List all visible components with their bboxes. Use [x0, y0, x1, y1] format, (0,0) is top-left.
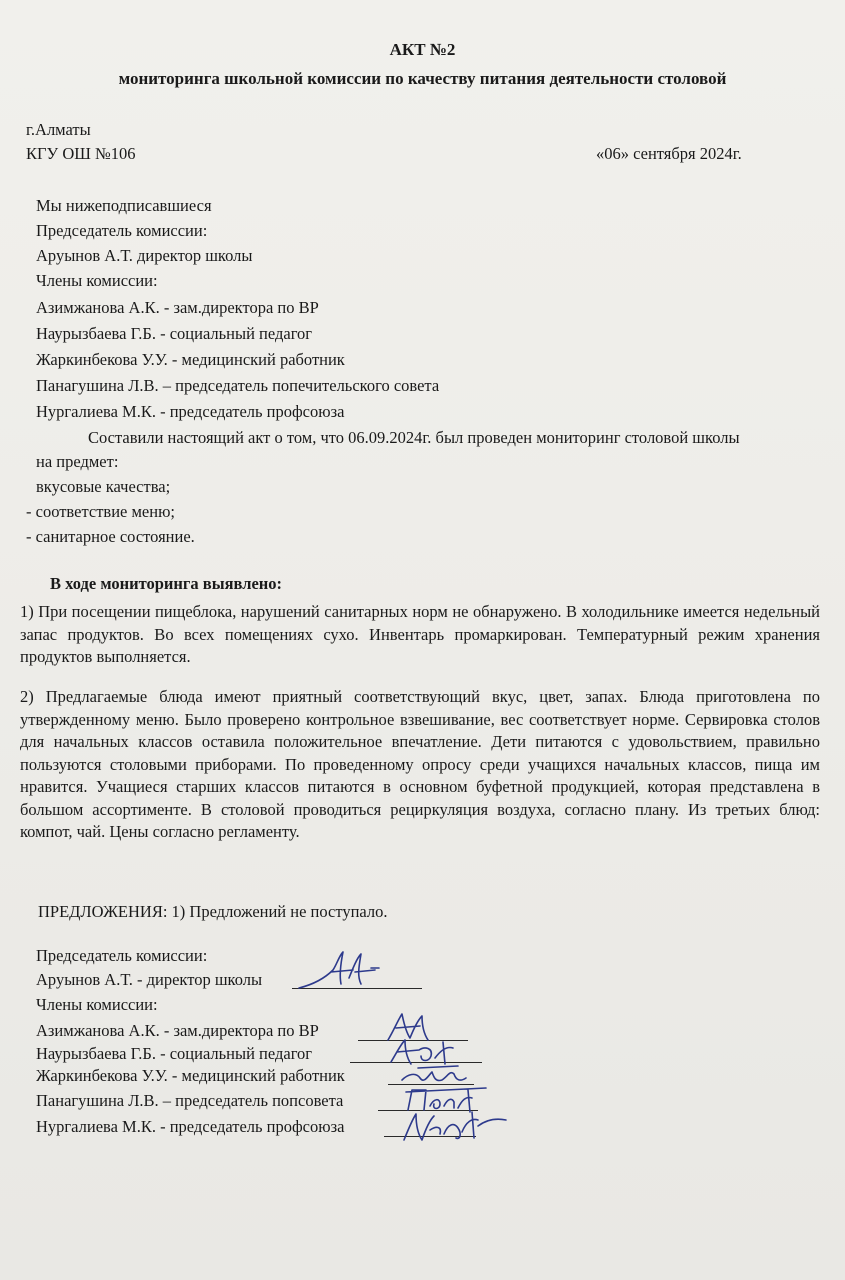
finding-item-2: 2) Предлагаемые блюда имеют приятный соответствующий вкус, цвет, запах. Блюда приготовлена по утвержденному меню. Было проверено контрольное взвешивание, вес соответствует норме. Сервировка столов для начальных классов оставила положительное впечатление. Дети питаются с удовольствием, правильно пользуются столовыми приборами. По проведенному опросу среди учащихся начальных классов, пища им нравится. Учащиеся старших классов питаются в основном буфетной продукцией, которая представлена в большом ассортименте. В столовой проводиться рециркуляция воздуха, согласно плану. Из третьих блюд: компот, чай. Цены согласно регламенту. — [20, 687, 820, 841]
sign-chair-label: Председатель комиссии: — [36, 946, 208, 965]
intro-member: Панагушина Л.В. – председатель попечительского совета — [36, 376, 440, 395]
sign-member: Наурызбаева Г.Б. - социальный педагог — [36, 1044, 313, 1063]
intro-lead: Мы нижеподписавшиеся — [36, 196, 212, 215]
city: г.Алматы — [26, 120, 91, 139]
act-subtitle: мониторинга школьной комиссии по качеству питания деятельности столовой — [118, 69, 727, 88]
subject-item: вкусовые качества; — [36, 477, 171, 496]
act-title: АКТ №2 — [389, 40, 456, 59]
signature-chair-image — [295, 948, 385, 994]
finding-item-1: 1) При посещении пищеблока, нарушений санитарных норм не обнаружено. В холодильнике имеется недельный запас продуктов. Во всех помещениях сухо. Инвентарь промаркирован. Температурный режим хранения продуктов выполняется. — [20, 602, 820, 666]
statement-line: на предмет: — [36, 452, 119, 471]
sign-member: Нургалиева М.К. - председатель профсоюза — [36, 1117, 345, 1136]
sign-member: Азимжанова А.К. - зам.директора по ВР — [36, 1021, 319, 1040]
intro-members-label: Члены комиссии: — [36, 271, 158, 290]
intro-member: Азимжанова А.К. - зам.директора по ВР — [36, 298, 319, 317]
school-name: КГУ ОШ №106 — [26, 144, 136, 163]
proposals: ПРЕДЛОЖЕНИЯ: 1) Предложений не поступало. — [38, 902, 388, 921]
act-date: «06» сентября 2024г. — [596, 144, 742, 163]
subject-item: - соответствие меню; — [26, 502, 175, 521]
intro-chair: Аруынов А.Т. директор школы — [36, 246, 253, 265]
intro-member: Наурызбаева Г.Б. - социальный педагог — [36, 324, 313, 343]
intro-chair-label: Председатель комиссии: — [36, 221, 208, 240]
sign-chair: Аруынов А.Т. - директор школы — [36, 970, 263, 989]
sign-member: Жаркинбекова У.У. - медицинский работник — [36, 1066, 345, 1085]
sign-members-label: Члены комиссии: — [36, 995, 158, 1014]
subject-item: - санитарное состояние. — [26, 527, 195, 546]
sign-member: Панагушина Л.В. – председатель попсовета — [36, 1091, 344, 1110]
intro-member: Жаркинбекова У.У. - медицинский работник — [36, 350, 345, 369]
signature-member-image — [400, 1108, 510, 1148]
findings-heading: В ходе мониторинга выявлено: — [50, 574, 283, 593]
intro-member: Нургалиева М.К. - председатель профсоюза — [36, 402, 345, 421]
statement-line: Составили настоящий акт о том, что 06.09.2024г. был проведен мониторинг столовой школы — [88, 428, 740, 447]
